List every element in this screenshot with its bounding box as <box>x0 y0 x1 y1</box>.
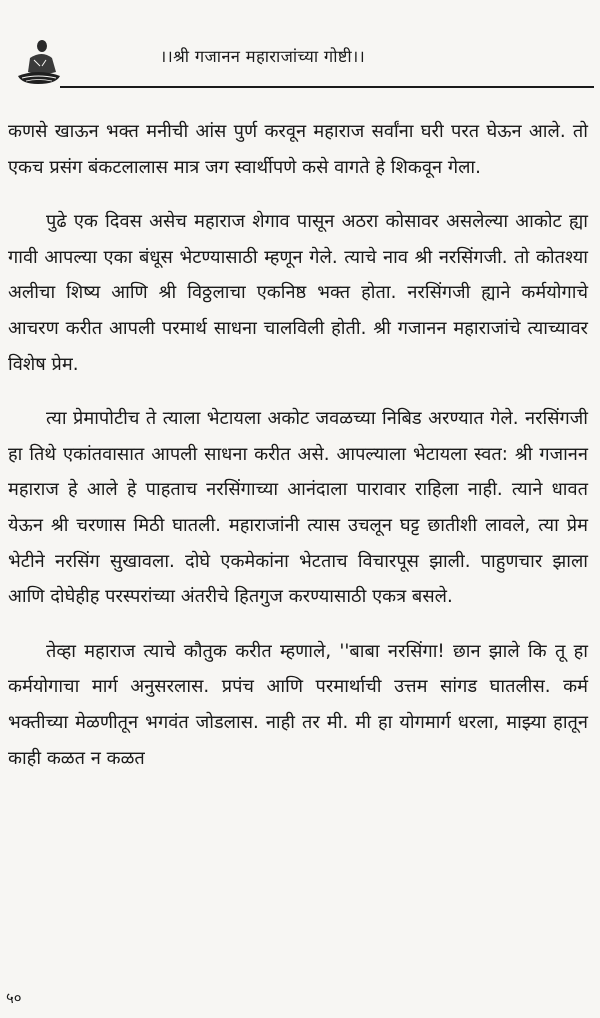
paragraph: पुढे एक दिवस असेच महाराज शेगाव पासून अठरा कोसावर असलेल्या आकोट ह्या गावी आपल्या एका बंधूस भेटण्यासाठी म्हणून गेले. त्याचे नाव श्री नरसिंगजी. तो कोतश्या अलीचा शिष्य आणि श्री विठ्ठलाचा एकनिष्ठ भक्त होता. नरसिंगजी ह्याने कर्मयोगाचे आचरण करीत आपली परमार्थ साधना चालविली होती. श्री गजानन महाराजांचे त्याच्यावर विशेष प्रेम. <box>8 211 588 375</box>
seated-sage-icon <box>12 36 64 88</box>
page-header <box>10 28 594 92</box>
header-title: ।।श्री गजानन महाराजांच्या गोष्टी।। <box>160 47 366 66</box>
header-divider <box>60 86 594 88</box>
paragraph: कणसे खाऊन भक्त मनीची आंस पुर्ण करवून महाराज सर्वांना घरी परत घेऊन आले. तो एकच प्रसंग बंकटलालास मात्र जग स्वार्थीपणे कसे वागते हे शिकवून गेला. <box>8 121 588 178</box>
body-text <box>8 114 588 776</box>
paragraph: त्या प्रेमापोटीच ते त्याला भेटायला अकोट जवळच्या निबिड अरण्यात गेले. नरसिंगजी हा तिथे एकांतवासात आपली साधना करीत असे. आपल्याला भेटायला स्वत: श्री गजानन महाराज हे आले हे पाहताच नरसिंगाच्या आनंदाला पारावार राहिला नाही. त्याने धावत येऊन श्री चरणास मिठी घातली. महाराजांनी त्यास उचलून घट्ट छातीशी लावले, त्या प्रेम भेटीने नरसिंग सुखावला. दोघे एकमेकांना भेटताच विचारपूस झाली. पाहुणचार झाला आणि दोघेहीह परस्परांच्या अंतरीचे हितगुज करण्यासाठी एकत्र बसले. <box>8 408 589 608</box>
paragraph: तेव्हा महाराज त्याचे कौतुक करीत म्हणाले, ''बाबा नरसिंगा! छान झाले कि तू हा कर्मयोगाचा मार्ग अनुसरलास. प्रपंच आणि परमार्थाची उत्तम सांगड घातलीस. कर्म भक्तीच्या मेळणीतून भगवंत जोडलास. नाही तर मी. मी हा योगमार्ग धरला, माझ्या हातून काही कळत न कळत <box>8 640 588 769</box>
page-number: ५० <box>6 989 22 1007</box>
